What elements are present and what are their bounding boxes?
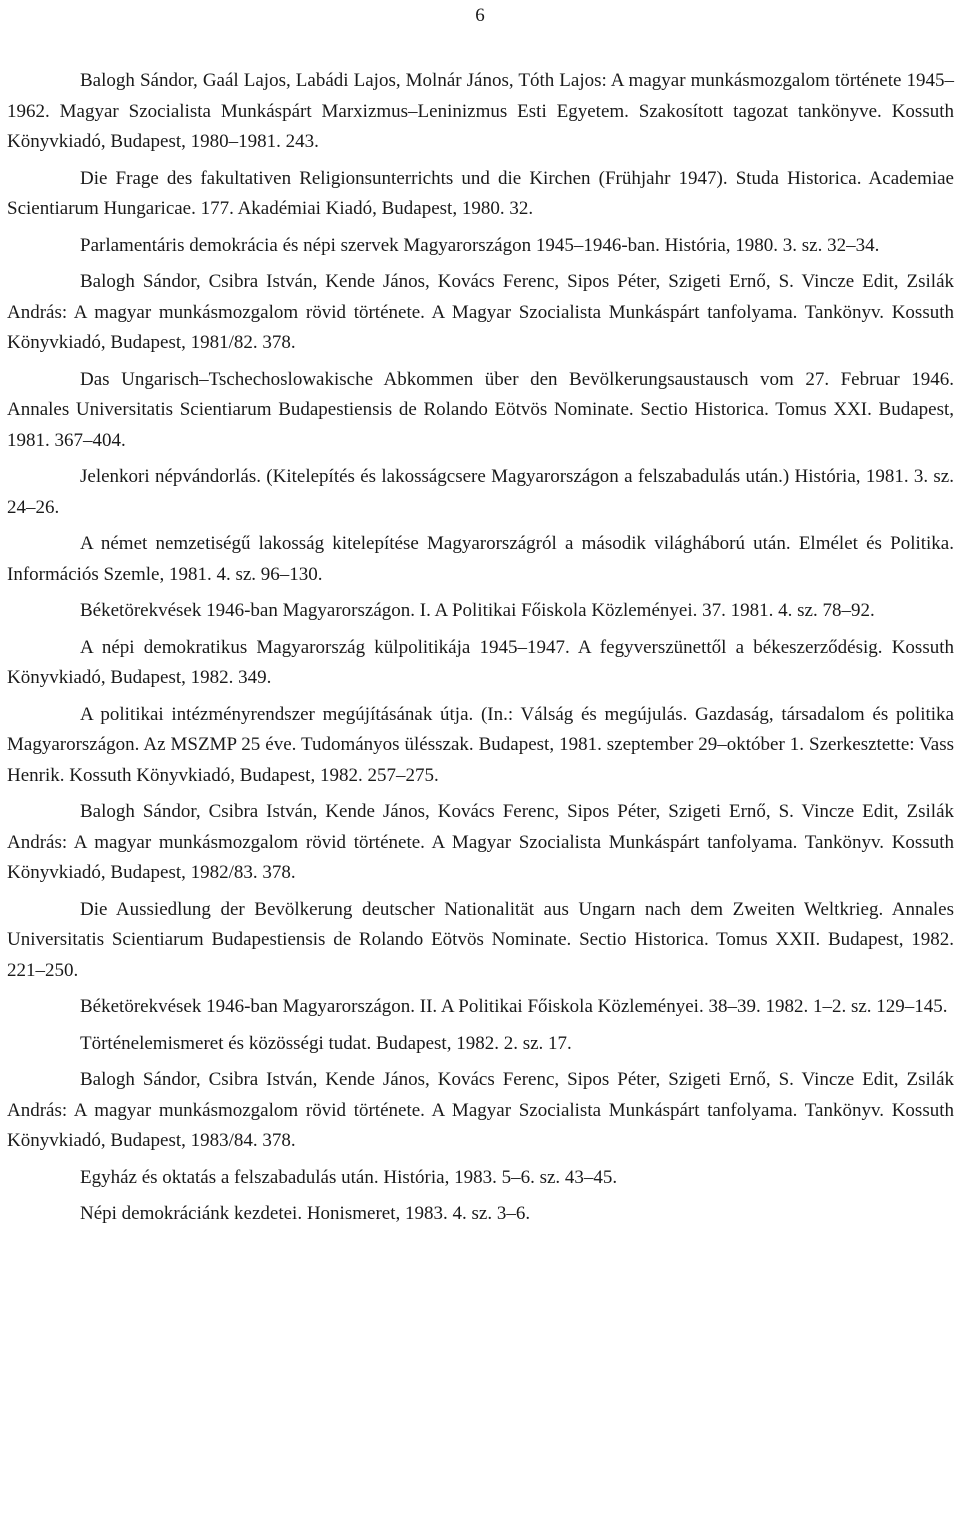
reference-item: Egyház és oktatás a felszabadulás után. História, 1983. 5–6. sz. 43–45.: [80, 1166, 618, 1188]
page-number: 6: [475, 5, 485, 26]
reference-item: Parlamentáris demokrácia és népi szervek Magyarországon 1945–1946-ban. História, 1980. 3. sz. 32–34.: [80, 234, 880, 256]
reference-item: Balogh Sándor, Csibra István, Kende János, Kovács Ferenc, Sipos Péter, Szigeti Ernő, S. Vincze Edit, Zsilák András: A magyar munkásmozgalom rövid története. A Magyar Szocialista Munkáspárt tanfolyama. Tankönyv. Kossuth Könyvkiadó, Budapest, 1983/84. 378.: [7, 1069, 954, 1151]
reference-item: Béketörekvések 1946-ban Magyarországon. II. A Politikai Főiskola Közleményei. 38–39. 1982. 1–2. sz. 129–145.: [80, 996, 948, 1017]
reference-list: [7, 66, 954, 1230]
reference-item: A politikai intézményrendszer megújításának útja. (In.: Válság és megújulás. Gazdaság, társadalom és politika Magyarországon. Az MSZMP 25 éve. Tudományos ülésszak. Budapest, 1981. szeptember 29–október 1. Szerkesztette: Vass Henrik. Kossuth Könyvkiadó, Budapest, 1982. 257–275.: [7, 703, 954, 786]
reference-item: Történelemismeret és közösségi tudat. Budapest, 1982. 2. sz. 17.: [80, 1032, 572, 1054]
reference-item: A népi demokratikus Magyarország külpolitikája 1945–1947. A fegyverszünettől a békeszerződésig. Kossuth Könyvkiadó, Budapest, 1982. 349.: [7, 636, 954, 688]
reference-item: Jelenkori népvándorlás. (Kitelepítés és lakosságcsere Magyarországon a felszabadulás után.) História, 1981. 3. sz. 24–26.: [7, 466, 954, 518]
reference-item: Die Aussiedlung der Bevölkerung deutscher Nationalität aus Ungarn nach dem Zweiten Weltkrieg. Annales Universitatis Scientiarum Budapestiensis de Rolando Eötvös Nominate. Sectio Historica. Tomus XXII. Budapest, 1982. 221–250.: [7, 898, 954, 981]
reference-item: Das Ungarisch–Tschechoslowakische Abkommen über den Bevölkerungsaustausch vom 27. Februar 1946. Annales Universitatis Scientiarum Budapestiensis de Rolando Eötvös Nominate. Sectio Historica. Tomus XXI. Budapest, 1981. 367–404.: [7, 368, 954, 451]
reference-item: Béketörekvések 1946-ban Magyarországon. I. A Politikai Főiskola Közleményei. 37. 1981. 4. sz. 78–92.: [80, 600, 875, 621]
reference-item: Balogh Sándor, Csibra István, Kende János, Kovács Ferenc, Sipos Péter, Szigeti Ernő, S. Vincze Edit, Zsilák András: A magyar munkásmozgalom rövid története. A Magyar Szocialista Munkáspárt tanfolyama. Tankönyv. Kossuth Könyvkiadó, Budapest, 1982/83. 378.: [7, 801, 954, 883]
reference-item: A német nemzetiségű lakosság kitelepítése Magyarországról a második világháború után. Elmélet és Politika. Információs Szemle, 1981. 4. sz. 96–130.: [7, 533, 954, 585]
reference-item: Die Frage des fakultativen Religionsunterrichts und die Kirchen (Frühjahr 1947). Studa Historica. Academiae Scientiarum Hungaricae. 177. Akadémiai Kiadó, Budapest, 1980. 32.: [7, 167, 954, 219]
reference-item: Népi demokráciánk kezdetei. Honismeret, 1983. 4. sz. 3–6.: [80, 1203, 531, 1224]
reference-item: Balogh Sándor, Csibra István, Kende János, Kovács Ferenc, Sipos Péter, Szigeti Ernő, S. Vincze Edit, Zsilák András: A magyar munkásmozgalom rövid története. A Magyar Szocialista Munkáspárt tanfolyama. Tankönyv. Kossuth Könyvkiadó, Budapest, 1981/82. 378.: [7, 271, 954, 353]
reference-item: Balogh Sándor, Gaál Lajos, Labádi Lajos, Molnár János, Tóth Lajos: A magyar munkásmozgalom története 1945–1962. Magyar Szocialista Munkáspárt Marxizmus–Leninizmus Esti Egyetem. Szakosított tagozat tankönyve. Kossuth Könyvkiadó, Budapest, 1980–1981. 243.: [7, 70, 954, 152]
